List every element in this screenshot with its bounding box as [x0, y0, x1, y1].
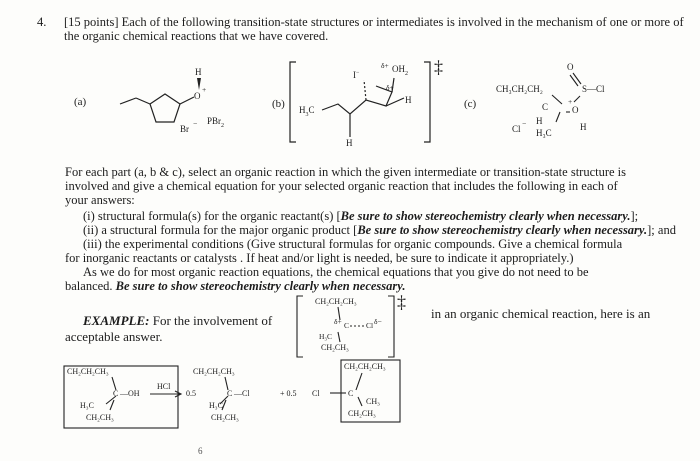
- structure-c-oxygen: O: [572, 105, 579, 115]
- structure-c-h-right: H: [580, 122, 587, 132]
- instruction-iii-line-2: for inorganic reactants or catalysts . If heat and/or light is needed, be sure to indicate it appropriately.): [65, 251, 574, 265]
- product-2-bottom: CH₂CH₃: [348, 409, 376, 418]
- example-ts-delta-plus: δ+: [334, 317, 342, 326]
- structure-b-label: (b): [272, 98, 285, 110]
- example-ts-cl: Cl: [366, 321, 374, 330]
- structure-b-delta-plus-c: δ+: [386, 83, 394, 92]
- structure-b-h-right: H: [405, 95, 412, 105]
- structure-b-oh2: $OH_2$: [392, 64, 408, 77]
- instructions-line-3: your answers:: [65, 193, 135, 207]
- structure-a-h: H: [195, 67, 202, 77]
- structure-c-h3c: H₃C: [536, 128, 552, 138]
- structure-c-c-center: C: [542, 102, 549, 112]
- instruction-iii-line-1: (iii) the experimental conditions (Give structural formulas for organic compounds. Give a chemical formula: [83, 237, 623, 251]
- product-2-coefficient: + 0.5: [280, 389, 297, 398]
- product-1-top: CH₂CH₂CH₃: [193, 367, 235, 376]
- product-1-h3c: H₃C: [209, 401, 223, 410]
- product-1-cl: —Cl: [234, 389, 250, 398]
- structure-c-propyl: CH₃CH₂CH₂: [496, 84, 543, 94]
- structure-b-iodide: I−: [353, 70, 360, 80]
- structure-a-br: Br: [180, 124, 189, 134]
- structure-a-plus: +: [202, 85, 207, 94]
- instruction-ii: (ii) a structural formula for the major organic product [Be sure to show stereochemistry clearly when necessary.]; and: [83, 223, 676, 237]
- structure-b-delta-plus: δ+: [381, 61, 389, 70]
- question-number: 4.: [37, 15, 47, 29]
- structure-c-cl-charge: −: [522, 119, 527, 128]
- instruction-note-line-1: As we do for most organic reaction equations, the chemical equations that you give do not need to be: [83, 265, 589, 279]
- structure-c-s-cl: S—Cl: [582, 84, 605, 94]
- structure-c-label: (c): [464, 98, 477, 110]
- instructions-line-1: For each part (a, b & c), select an organic reaction in which the given intermediate or transition-state structure is: [65, 165, 627, 179]
- reactant-h3c: H₃C: [80, 401, 94, 410]
- footer-mark: 6: [198, 446, 203, 456]
- reactant-oh: —OH: [120, 389, 140, 398]
- reactant-bottom: CH₂CH₃: [86, 413, 114, 422]
- example-right-text: in an organic chemical reaction, here is an: [431, 306, 651, 321]
- structure-a-br-charge: −: [193, 119, 198, 128]
- product-1-coefficient: 0.5: [186, 389, 196, 398]
- structure-c-cl: Cl: [512, 124, 521, 134]
- reagent-hcl: HCl: [157, 382, 171, 391]
- product-1-bottom: CH₂CH₃: [211, 413, 239, 422]
- product-2-ch3: CH₃: [366, 397, 380, 406]
- structure-b-h3c: $H_3C$: [299, 105, 315, 118]
- instructions-line-2: involved and give a chemical equation for your selected organic reaction that includes the following in each of: [65, 179, 618, 193]
- structure-b-h-bottom: H: [346, 138, 353, 148]
- question-line-1: [15 points] Each of the following transition-state structures or intermediates is involved in the mechanism of one or more of: [64, 15, 684, 29]
- structure-b-ts-symbol: ‡: [434, 57, 443, 77]
- structure-c-plus: +: [568, 97, 573, 106]
- structure-a-pbr2: PBr$_2$: [207, 116, 225, 129]
- example-line-2: acceptable answer.: [65, 329, 163, 344]
- product-2-cl: Cl: [312, 389, 320, 398]
- product-2-c: C: [348, 389, 354, 398]
- instruction-note-line-2: balanced. Be sure to show stereochemistry clearly when necessary.: [65, 279, 406, 293]
- example-ts-delta-minus: δ−: [374, 317, 382, 326]
- instruction-i: (i) structural formula(s) for the organic reactant(s) [Be sure to show stereochemistry clearly when necessary.];: [83, 209, 639, 223]
- example-ts-symbol: ‡: [397, 292, 406, 312]
- reactant-c: C: [113, 389, 119, 398]
- example-ts-top: CH₂CH₂CH₃: [315, 297, 357, 306]
- product-2-top: CH₂CH₂CH₃: [344, 362, 386, 371]
- example-ts-h3c: H₃C: [319, 332, 333, 341]
- example-ts-bottom: CH₂CH₃: [321, 343, 349, 352]
- example-line-1: EXAMPLE: For the involvement of: [83, 313, 273, 328]
- question-line-2: the organic chemical reactions that we have covered.: [64, 29, 329, 43]
- structure-c-h: H: [536, 116, 543, 126]
- structure-a-label: (a): [74, 96, 87, 108]
- example-ts-c: C: [344, 321, 350, 330]
- structure-c-o-top: O: [567, 62, 574, 72]
- structure-a-oxygen: O: [194, 91, 201, 101]
- product-1-c: C: [227, 389, 233, 398]
- reactant-top: CH₂CH₂CH₃: [67, 367, 109, 376]
